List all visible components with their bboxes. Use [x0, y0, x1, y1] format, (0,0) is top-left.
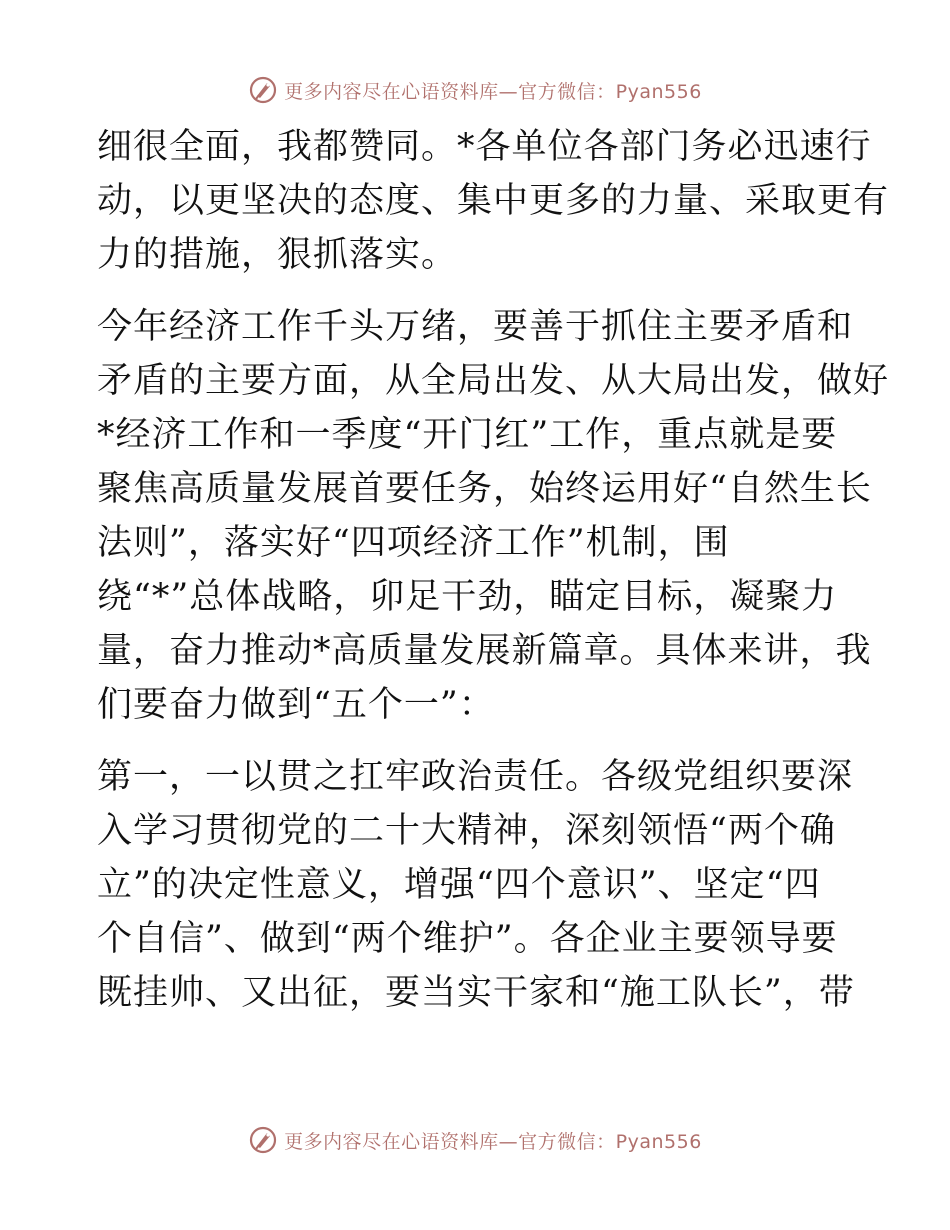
watermark-text: 更多内容尽在心语资料库—官方微信：Pyan556 — [284, 80, 702, 103]
text-line: 法则”，落实好“四项经济工作”机制，围 — [97, 523, 730, 563]
text-line: 矛盾的主要方面，从全局出发、从大局出发，做好 — [97, 361, 890, 401]
text-line: 动，以更坚决的态度、集中更多的力量、采取更有 — [97, 181, 890, 221]
paragraph-1 — [97, 120, 890, 282]
text-line: 聚焦高质量发展首要任务，始终运用好“自然生长 — [97, 469, 872, 509]
text-line: 第一，一以贯之扛牢政治责任。各级党组织要深 — [97, 757, 854, 797]
text-line — [97, 1020, 857, 1074]
text-line: 们要奋力做到“五个一”： — [97, 685, 495, 725]
text-line: *经济工作和一季度“开门红”工作，重点就是要 — [97, 415, 838, 455]
text-line: 力的措施，狠抓落实。 — [97, 235, 458, 275]
footer-watermark — [0, 1122, 950, 1158]
text-line: 今年经济工作千头万绪，要善于抓住主要矛盾和 — [97, 307, 854, 347]
pen-nib-logo-icon — [248, 1125, 278, 1155]
text-line: 绕“*”总体战略，卯足干劲，瞄定目标，凝聚力 — [97, 577, 838, 617]
document-body — [97, 120, 890, 1074]
text-line: 立”的决定性意义，增强“四个意识”、坚定“四 — [97, 865, 821, 905]
watermark-text: 更多内容尽在心语资料库—官方微信：Pyan556 — [284, 1130, 702, 1153]
header-watermark — [0, 72, 950, 108]
text-line: 入学习贯彻党的二十大精神，深刻领悟“两个确 — [97, 811, 836, 851]
text-line: 细很全面，我都赞同。*各单位各部门务必迅速行 — [97, 127, 872, 167]
text-line: 量，奋力推动*高质量发展新篇章。具体来讲，我 — [97, 631, 872, 671]
paragraph-2 — [97, 300, 890, 732]
pen-nib-logo-icon — [248, 75, 278, 105]
text-line: 既挂帅、又出征，要当实干家和“施工队长”，带 — [97, 973, 855, 1013]
text-line: 个自信”、做到“两个维护”。各企业主要领导要 — [97, 919, 838, 959]
paragraph-3 — [97, 750, 857, 1074]
